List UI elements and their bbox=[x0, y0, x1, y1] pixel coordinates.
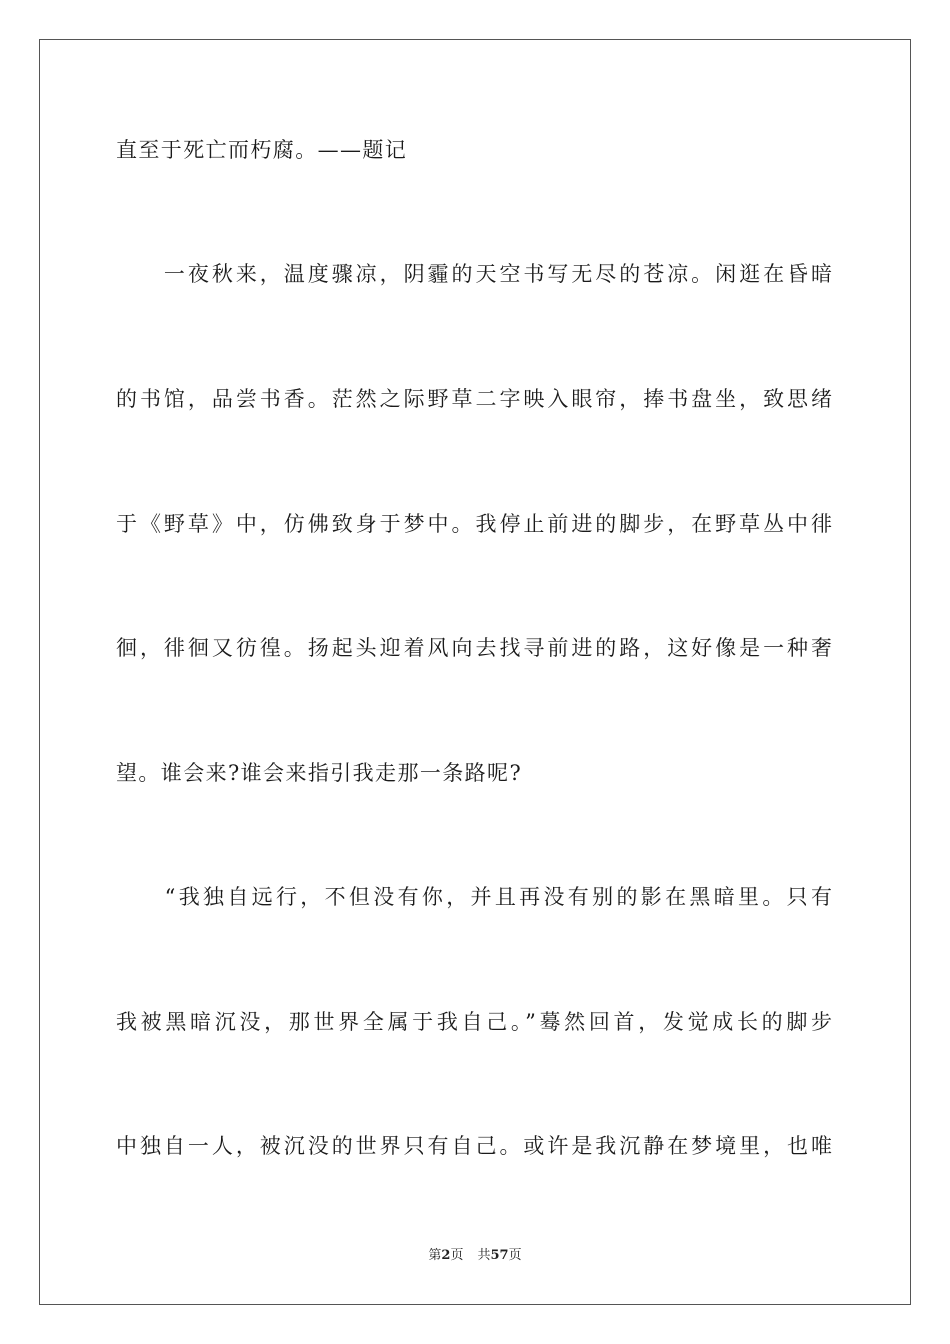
footer-prefix: 第 bbox=[428, 1248, 442, 1263]
footer-total-suffix: 页 bbox=[508, 1248, 522, 1263]
page-border bbox=[39, 39, 911, 1305]
text-line-9: 中独自一人，被沉没的世界只有自己。或许是我沉静在梦境里，也唯 bbox=[116, 1134, 832, 1158]
footer-total-prefix: 共 bbox=[477, 1248, 491, 1263]
text-line-7: “我独自远行，不但没有你，并且再没有别的影在黑暗里。只有 bbox=[116, 885, 832, 909]
text-line-2: 一夜秋来，温度骤凉，阴霾的天空书写无尽的苍凉。闲逛在昏暗 bbox=[116, 262, 832, 286]
current-page-number: 2 bbox=[441, 1248, 451, 1263]
text-line-5: 徊，徘徊又彷徨。扬起头迎着风向去找寻前进的路，这好像是一种奢 bbox=[116, 636, 832, 660]
text-line-3: 的书馆，品尝书香。茫然之际野草二字映入眼帘，捧书盘坐，致思绪 bbox=[116, 387, 832, 411]
footer-page-suffix: 页 bbox=[450, 1248, 464, 1263]
text-line-4: 于《野草》中，仿佛致身于梦中。我停止前进的脚步，在野草丛中徘 bbox=[116, 512, 832, 536]
total-pages-number: 57 bbox=[490, 1248, 509, 1263]
text-line-8: 我被黑暗沉没，那世界全属于我自己。”蓦然回首，发觉成长的脚步 bbox=[116, 1010, 832, 1034]
text-line-1: 直至于死亡而朽腐。——题记 bbox=[116, 138, 408, 162]
text-line-6: 望。谁会来?谁会来指引我走那一条路呢? bbox=[116, 761, 523, 785]
page-footer bbox=[0, 1247, 950, 1265]
